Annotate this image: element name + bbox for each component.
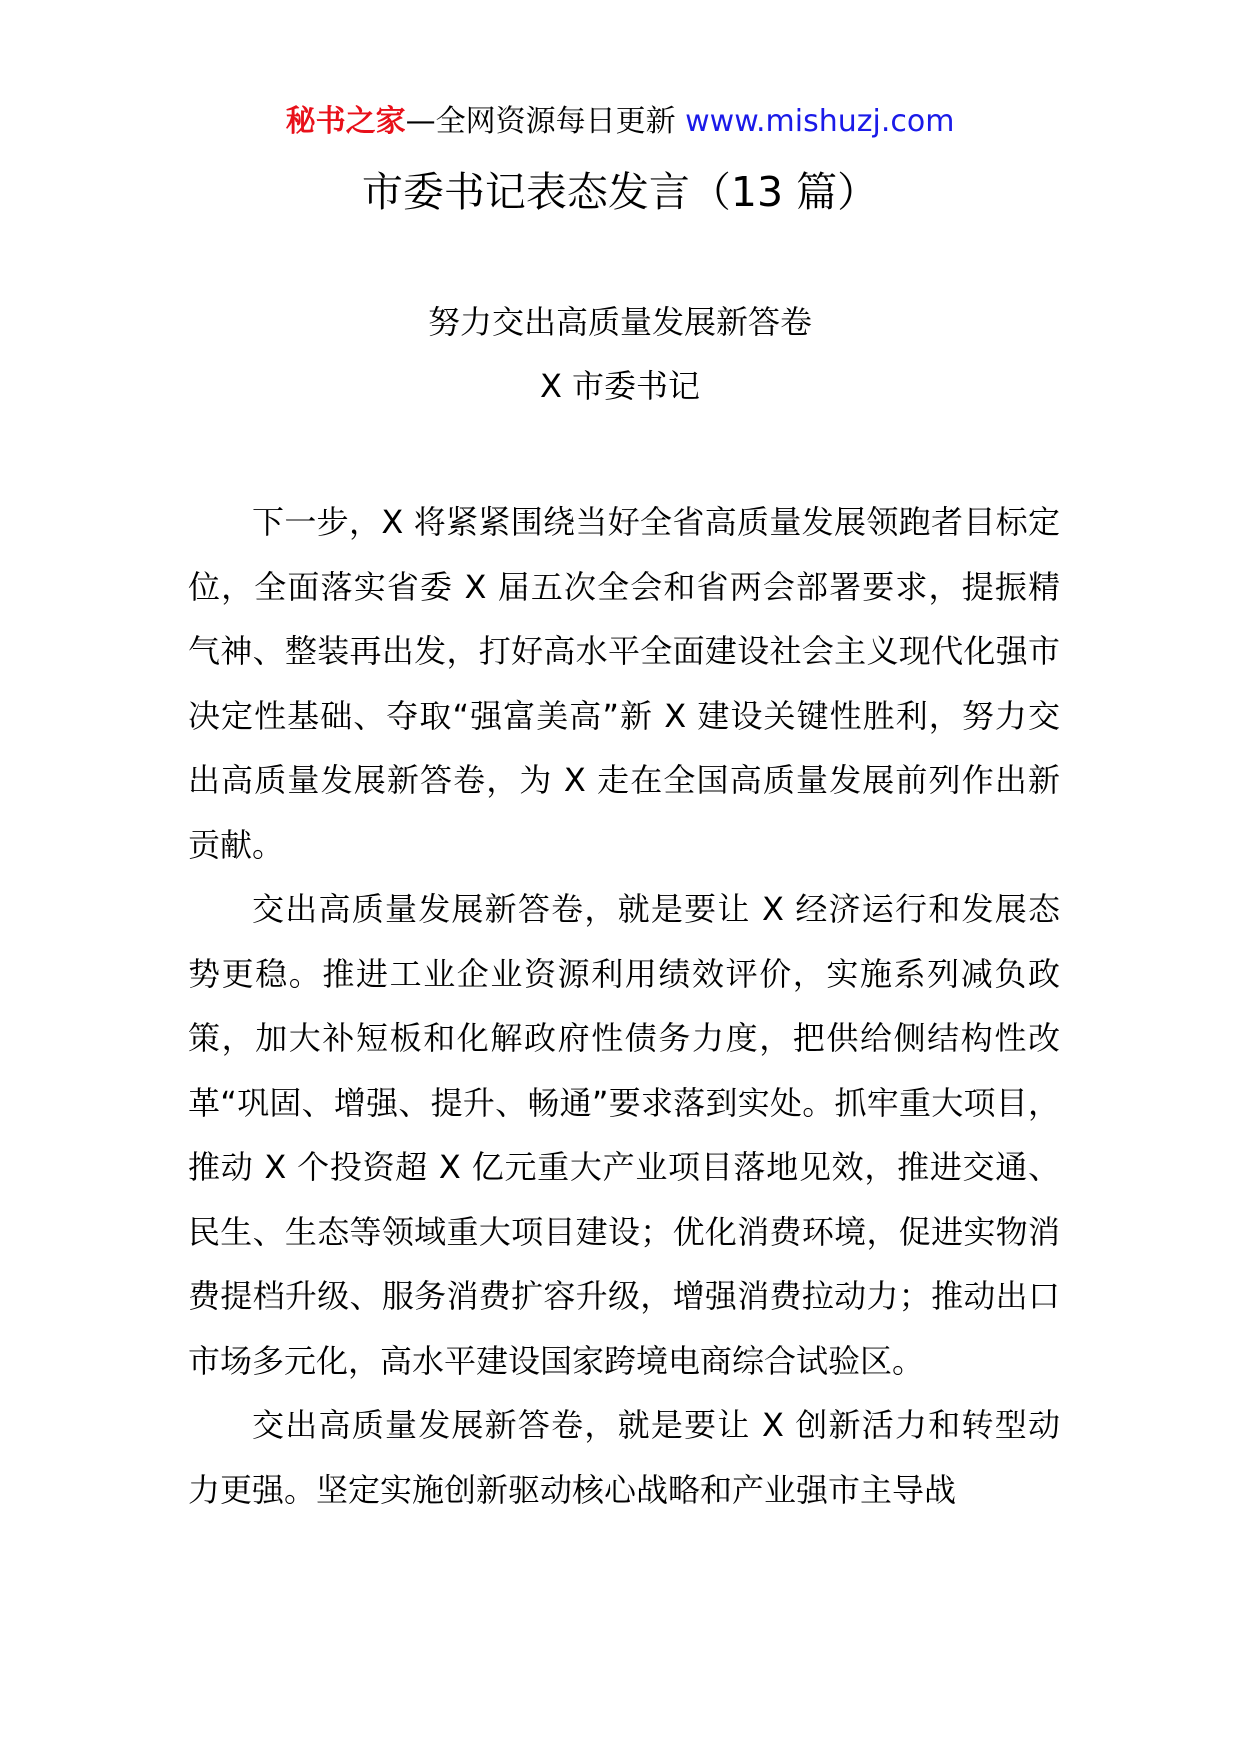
paragraph: 交出高质量发展新答卷，就是要让 X 经济运行和发展态势更稳。推进工业企业资源利用绩效评价，实施系列减负政策，加大补短板和化解政府性债务力度，把供给侧结构性改革“巩固、增强、提升、畅通”要求落到实处。抓牢重大项目，推动 X 个投资超 X 亿元重大产业项目落地见效，推进交通、民生、生态等领域重大项目建设；优化消费环境，促进实物消费提档升级、服务消费扩容升级，增强消费拉动力；推动出口市场多元化，高水平建设国家跨境电商综合试验区。 [188, 890, 1060, 1380]
banner-tagline: —全网资源每日更新 [405, 104, 686, 139]
site-banner [0, 100, 1240, 144]
body-text [188, 490, 1060, 1522]
brand-name: 秘书之家 [285, 104, 406, 139]
site-url[interactable]: www.mishuzj.com [685, 104, 955, 139]
paragraph: 下一步，X 将紧紧围绕当好全省高质量发展领跑者目标定位，全面落实省委 X 届五次全会和省两会部署要求，提振精气神、整装再出发，打好高水平全面建设社会主义现代化强市决定性基础、夺取“强富美高”新 X 建设关键性胜利，努力交出高质量发展新答卷，为 X 走在全国高质量发展前列作出新贡献。 [188, 503, 1060, 864]
paragraph: 交出高质量发展新答卷，就是要让 X 创新活力和转型动力更强。坚定实施创新驱动核心战略和产业强市主导战 [188, 1406, 1060, 1509]
document-title: 市委书记表态发言（13 篇） [361, 168, 879, 216]
section-title: 努力交出高质量发展新答卷 [427, 303, 812, 341]
author-line: X 市委书记 [539, 367, 701, 405]
